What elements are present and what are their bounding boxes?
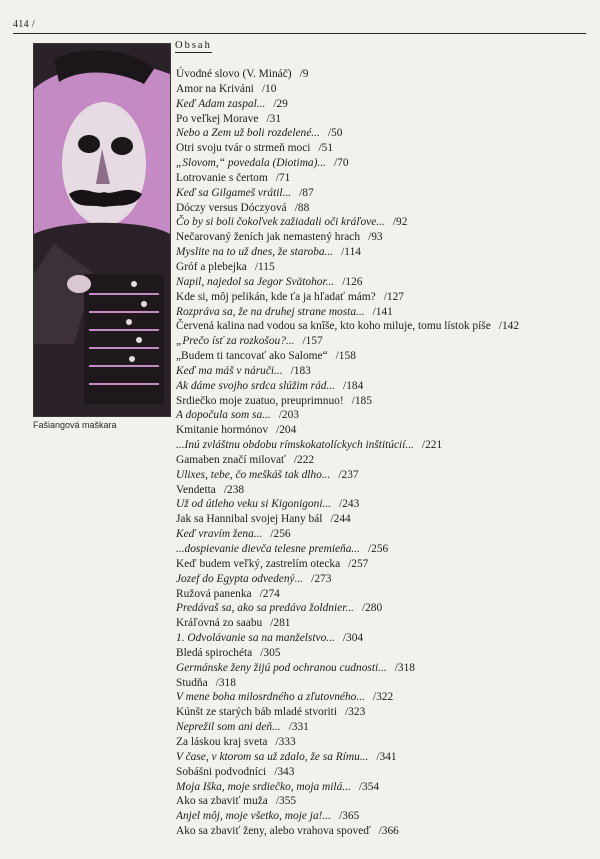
toc-entry <box>176 260 596 275</box>
toc-entry-title: Keď budem veľký, zastrelím otecka <box>176 557 341 570</box>
toc-entry-title: Studňa <box>176 676 208 689</box>
toc-entry-page: /127 <box>383 290 404 303</box>
toc-entry <box>176 809 596 824</box>
toc-entry-title: ...Inú zvláštnu obdobu rímskokatolíckych inštitúcií... <box>176 439 414 452</box>
toc-entry <box>176 230 596 245</box>
toc-entry <box>176 379 596 394</box>
toc-entry-title: Čo by si boli čokoľvek zažiadali oči kráľove... <box>176 216 385 229</box>
toc-entry <box>176 720 596 735</box>
toc-entry-title: Keď vravím žena... <box>176 528 263 541</box>
toc-entry <box>176 275 596 290</box>
table-of-contents <box>176 67 596 839</box>
toc-entry-title: Ak dáme svojho srdca slúžim rád... <box>176 379 336 392</box>
toc-entry-page: /141 <box>372 305 393 318</box>
toc-entry-page: /71 <box>275 171 291 184</box>
toc-entry-page: /322 <box>372 691 394 704</box>
toc-entry-title: Ako sa zbaviť muža <box>176 795 268 808</box>
toc-entry-page: /365 <box>339 810 360 823</box>
toc-entry <box>176 512 596 527</box>
toc-entry <box>176 408 596 423</box>
toc-entry-page: /281 <box>270 617 291 630</box>
toc-entry-title: V čase, v ktorom sa už zdalo, že sa Rímu... <box>176 750 369 763</box>
toc-entry <box>176 794 596 809</box>
toc-entry-title: Už od útleho veku si Kigonigoni... <box>176 498 332 511</box>
toc-entry-page: /354 <box>358 780 380 793</box>
toc-entry-page: /333 <box>275 735 296 748</box>
toc-entry-page: /158 <box>335 350 356 363</box>
toc-entry-title: Jozef do Egypta odvedený... <box>176 572 304 585</box>
toc-entry-page: /318 <box>215 676 236 689</box>
toc-entry-page: /9 <box>299 68 309 80</box>
toc-entry-title: Nečarovaný ženích jak nemastený hrach <box>176 231 361 244</box>
page-number: 414 / <box>13 19 35 30</box>
toc-entry-title: ...dospievanie dievča telesne premieňa... <box>176 543 360 555</box>
toc-entry-title: Červená kalina nad vodou sa knîše, kto koho miluje, tomu lístok píše <box>176 320 491 333</box>
toc-entry <box>176 364 596 379</box>
toc-entry-page: /92 <box>392 216 408 229</box>
toc-entry <box>176 82 596 97</box>
toc-entry <box>176 245 596 260</box>
toc-entry-title: Kmitanie hormónov <box>176 424 269 437</box>
toc-entry <box>176 453 596 468</box>
toc-entry-page: /343 <box>274 765 295 778</box>
toc-entry-title: Po veľkej Morave <box>176 112 259 125</box>
toc-entry <box>176 290 596 305</box>
toc-entry-title: Jak sa Hannibal svojej Hany bál <box>176 513 323 526</box>
toc-entry-page: /256 <box>367 543 389 555</box>
toc-entry-title: Napil, najedol sa Jegor Svätohor... <box>176 275 335 288</box>
photo-caption: Fašiangová maškara <box>33 420 117 430</box>
toc-entry <box>176 97 596 112</box>
toc-entry-title: Ulixes, tebe, čo meškáš tak dlho... <box>176 468 331 481</box>
toc-entry-title: Ako sa zbaviť ženy, alebo vrahova spoveď <box>176 825 371 838</box>
toc-entry <box>176 735 596 750</box>
toc-entry-title: Anjel môj, moje všetko, moje ja!... <box>176 810 331 823</box>
toc-entry-title: Gamaben značí milovať <box>176 453 286 466</box>
toc-entry-page: /157 <box>302 335 323 348</box>
toc-entry <box>176 824 596 839</box>
toc-entry-page: /323 <box>345 706 366 719</box>
toc-entry-title: Germánske ženy žijú pod ochranou cudnosti... <box>176 661 387 674</box>
toc-entry <box>176 765 596 780</box>
toc-entry-title: Myslite na to už dnes, že staroba... <box>176 246 334 259</box>
toc-entry <box>176 215 596 230</box>
toc-entry-page: /222 <box>293 453 315 466</box>
toc-entry <box>176 201 596 216</box>
toc-entry-title: V mene boha milosrdného a zľutovného... <box>176 691 365 704</box>
toc-entry <box>176 631 596 646</box>
toc-entry-page: /115 <box>254 260 275 273</box>
toc-entry-page: /70 <box>333 157 349 170</box>
toc-entry-page: /256 <box>270 528 291 541</box>
toc-entry <box>176 483 596 498</box>
toc-entry-title: Keď Adam zaspal... <box>176 97 266 110</box>
toc-entry-page: /273 <box>311 572 332 585</box>
toc-entry <box>176 156 596 171</box>
toc-entry-title: Moja Iška, moje srdiečko, moja milá... <box>176 780 351 793</box>
toc-entry-title: Otri svoju tvár o strmeň moci <box>176 142 311 155</box>
toc-entry-page: /203 <box>278 409 299 422</box>
toc-entry-page: /341 <box>376 750 397 763</box>
toc-entry-page: /304 <box>342 632 364 645</box>
toc-entry-page: /51 <box>318 142 334 155</box>
toc-entry-page: /355 <box>275 795 297 808</box>
toc-entry-title: Neprežil som ani deň... <box>176 721 281 734</box>
toc-entry-page: /185 <box>351 394 372 407</box>
toc-entry-title: Kde si, môj pelikán, kde ťa ja hľadať mám? <box>176 290 376 303</box>
toc-entry-title: „Slovom,“ povedala (Diotima)... <box>176 157 326 170</box>
toc-entry <box>176 334 596 349</box>
toc-entry-page: /93 <box>368 231 383 244</box>
toc-entry-title: Rozpráva sa, že na druhej strane mosta... <box>176 305 365 318</box>
toc-entry-title: Kráľovná zo saabu <box>176 617 263 630</box>
toc-entry-page: /366 <box>378 825 399 838</box>
photo-illustration <box>34 44 170 416</box>
toc-entry <box>176 126 596 141</box>
toc-entry-title: Gróf a plebejka <box>176 260 247 273</box>
toc-entry-title: „Budem ti tancovať ako Salome“ <box>176 350 328 363</box>
toc-entry-title: Kúnšt ze starých báb mladé stvoriti <box>176 706 338 719</box>
toc-entry-page: /274 <box>259 587 280 600</box>
toc-entry <box>176 305 596 320</box>
toc-entry-title: „Prečo ísť za rozkošou?... <box>176 335 295 348</box>
toc-entry <box>176 349 596 364</box>
header-rule <box>13 33 586 34</box>
toc-entry <box>176 601 596 616</box>
section-heading: Obsah <box>175 40 212 51</box>
toc-entry <box>176 141 596 156</box>
toc-entry <box>176 423 596 438</box>
toc-entry-page: /221 <box>421 439 443 452</box>
toc-entry-title: Sobášni podvodníci <box>176 765 267 778</box>
toc-entry-page: /10 <box>261 82 277 95</box>
toc-entry-page: /237 <box>338 468 359 481</box>
toc-entry <box>176 171 596 186</box>
masked-accordion-player-photo <box>33 43 171 417</box>
toc-entry-title: Vendetta <box>176 483 216 496</box>
toc-entry-page: /257 <box>348 557 369 570</box>
toc-entry <box>176 67 596 82</box>
toc-entry-page: /29 <box>273 97 288 110</box>
toc-entry <box>176 587 596 602</box>
toc-entry-page: /87 <box>299 186 314 199</box>
toc-entry-title: A dopočula som sa... <box>176 409 271 422</box>
toc-entry-title: Úvodné slovo (V. Mináč) <box>176 68 292 80</box>
toc-entry-page: /331 <box>288 721 309 734</box>
toc-entry-page: /31 <box>266 112 282 125</box>
toc-entry-page: /126 <box>342 275 363 288</box>
toc-entry <box>176 542 596 557</box>
toc-entry-page: /183 <box>290 364 311 377</box>
toc-entry <box>176 616 596 631</box>
toc-entry <box>176 112 596 127</box>
toc-entry <box>176 394 596 409</box>
toc-entry-page: /184 <box>343 379 364 392</box>
toc-entry-page: /280 <box>361 602 383 615</box>
toc-entry-page: /243 <box>339 498 360 511</box>
toc-entry-title: Nebo a Zem už boli rozdelené... <box>176 127 320 140</box>
toc-entry-page: /244 <box>330 513 351 526</box>
toc-entry <box>176 527 596 542</box>
toc-entry-page: /318 <box>394 661 415 674</box>
toc-entry <box>176 661 596 676</box>
toc-entry <box>176 497 596 512</box>
toc-entry-title: Srdiečko moje zuatuo, preuprimnuo! <box>176 394 344 407</box>
toc-entry-page: /88 <box>294 201 310 214</box>
toc-entry-title: Amor na Kriváni <box>176 82 254 95</box>
toc-entry <box>176 572 596 587</box>
toc-entry <box>176 438 596 453</box>
toc-entry-title: Keď ma máš v náruči... <box>176 364 283 377</box>
toc-entry-title: Bledá spirochéta <box>176 646 253 659</box>
toc-entry <box>176 557 596 572</box>
toc-entry-title: Za láskou kraj sveta <box>176 735 268 748</box>
toc-entry <box>176 705 596 720</box>
toc-entry-title: Predávaš sa, ako sa predáva žoldnier... <box>176 602 354 615</box>
toc-entry <box>176 646 596 661</box>
toc-entry-page: /114 <box>341 246 361 259</box>
toc-entry <box>176 780 596 795</box>
toc-entry-title: 1. Odvolávanie sa na manželstvo... <box>176 632 335 645</box>
toc-entry-page: /204 <box>276 424 297 437</box>
toc-entry-title: Ružová panenka <box>176 587 252 600</box>
toc-entry-page: /238 <box>223 483 245 496</box>
toc-entry-page: /305 <box>260 646 281 659</box>
toc-entry-title: Dóczy versus Dóczyová <box>176 201 287 214</box>
toc-entry <box>176 319 596 334</box>
toc-entry <box>176 186 596 201</box>
toc-entry-title: Keď sa Gilgameš vrátil... <box>176 186 292 199</box>
toc-entry <box>176 676 596 691</box>
toc-entry-page: /50 <box>327 127 343 140</box>
toc-entry-title: Lotrovanie s čertom <box>176 171 268 184</box>
toc-entry <box>176 468 596 483</box>
toc-entry <box>176 690 596 705</box>
toc-entry-page: /142 <box>498 320 520 333</box>
toc-entry <box>176 750 596 765</box>
